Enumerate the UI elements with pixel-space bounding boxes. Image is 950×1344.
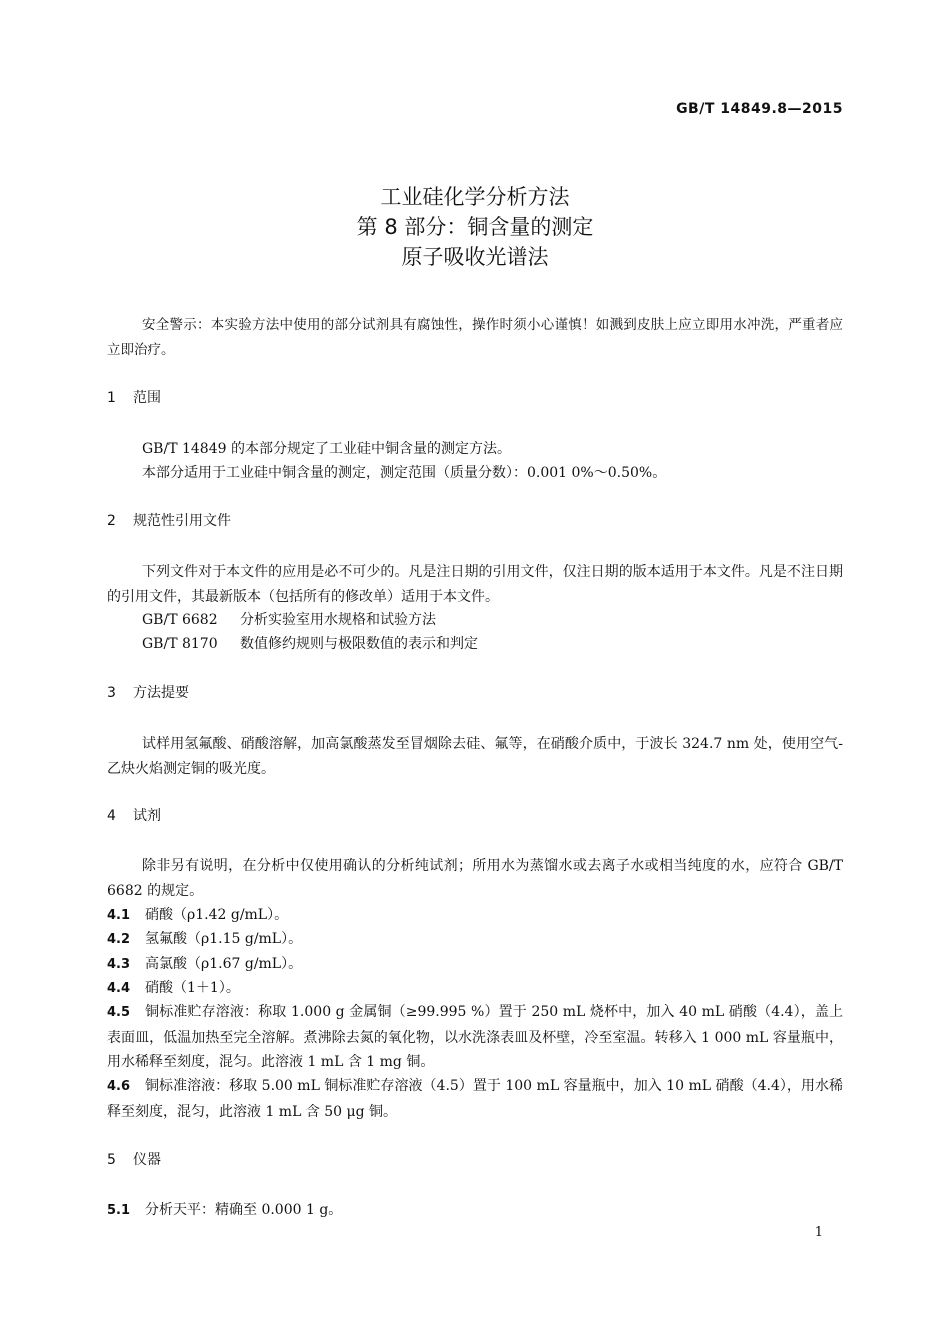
section-number: 2 [107, 513, 116, 529]
section-heading-1 [107, 388, 161, 408]
reagent-item [107, 952, 843, 978]
reference-code: GB/T 8170 [142, 636, 218, 652]
item-number: 4.6 [107, 1079, 131, 1094]
page-number: 1 [814, 1225, 823, 1240]
section-title: 试剂 [133, 808, 161, 824]
section-title: 规范性引用文件 [133, 513, 231, 529]
item-number: 4.4 [107, 981, 131, 996]
title-line-2: 第 8 部分：铜含量的测定 [356, 215, 594, 239]
title-line-1: 工业硅化学分析方法 [380, 185, 570, 209]
section-number: 4 [107, 808, 116, 824]
reference-code: GB/T 6682 [142, 612, 218, 628]
item-number: 5.1 [107, 1203, 131, 1218]
item-number: 4.3 [107, 957, 131, 972]
reference-title: 分析实验室用水规格和试验方法 [240, 612, 436, 628]
section-title: 范围 [133, 390, 161, 406]
section-title: 仪器 [133, 1152, 161, 1168]
apparatus-item [107, 1198, 843, 1224]
reference-item [142, 632, 478, 657]
section-heading-4 [107, 806, 161, 826]
section-heading-5 [107, 1150, 161, 1170]
section-number: 1 [107, 390, 116, 406]
title-line-3: 原子吸收光谱法 [401, 245, 549, 269]
method-paragraph: 试样用氢氟酸、硝酸溶解，加高氯酸蒸发至冒烟除去硅、氟等，在硝酸介质中，于波长 324.7 nm 处，使用空气-乙炔火焰测定铜的吸光度。 [107, 736, 843, 777]
section-number: 3 [107, 685, 116, 701]
item-text: 分析天平：精确至 0.000 1 g。 [145, 1202, 343, 1218]
reagent-item-4-6 [107, 1074, 843, 1124]
item-number: 4.5 [107, 1005, 131, 1020]
section-heading-3 [107, 683, 189, 703]
standard-code: GB/T 14849.8—2015 [676, 101, 843, 117]
reagent-item [107, 927, 843, 953]
reagent-item [107, 976, 843, 1002]
reagent-item [107, 903, 843, 929]
scope-paragraph-2: 本部分适用于工业硅中铜含量的测定，测定范围（质量分数）：0.001 0%～0.50%。 [142, 465, 667, 481]
item-number: 4.2 [107, 932, 131, 947]
reagent-item-4-5 [107, 1000, 843, 1075]
section-number: 5 [107, 1152, 116, 1168]
references-intro: 下列文件对于本文件的应用是必不可少的。凡是注日期的引用文件，仅注日期的版本适用于本文件。凡是不注日期的引用文件，其最新版本（包括所有的修改单）适用于本文件。 [107, 564, 843, 605]
reference-item [142, 608, 436, 633]
scope-paragraph-1: GB/T 14849 的本部分规定了工业硅中铜含量的测定方法。 [142, 441, 511, 457]
section-title: 方法提要 [133, 685, 189, 701]
reference-title: 数值修约规则与极限数值的表示和判定 [240, 636, 478, 652]
item-text: 硝酸（1＋1）。 [145, 980, 240, 996]
item-text: 铜标准贮存溶液：称取 1.000 g 金属铜（≥99.995 %）置于 250 mL 烧杯中，加入 40 mL 硝酸（4.4），盖上表面皿，低温加热至完全溶解。煮沸除去氮的氧化物，以水洗涤表皿及杯壁，冷至室温。转移入 1 000 mL 容量瓶中，用水稀释至刻度，混匀。此溶液 1 mL 含 1 mg 铜。 [107, 1004, 843, 1070]
item-text: 高氯酸（ρ1.67 g/mL）。 [145, 956, 303, 972]
safety-warning: 安全警示：本实验方法中使用的部分试剂具有腐蚀性，操作时须小心谨慎！如溅到皮肤上应立即用水冲洗，严重者应立即治疗。 [107, 317, 843, 358]
item-text: 硝酸（ρ1.42 g/mL）。 [145, 907, 289, 923]
reagents-intro: 除非另有说明，在分析中仅使用确认的分析纯试剂；所用水为蒸馏水或去离子水或相当纯度的水，应符合 GB/T 6682 的规定。 [107, 858, 843, 899]
item-number: 4.1 [107, 908, 131, 923]
item-text: 铜标准溶液：移取 5.00 mL 铜标准贮存溶液（4.5）置于 100 mL 容量瓶中，加入 10 mL 硝酸（4.4），用水稀释至刻度，混匀，此溶液 1 mL 含 50 μg 铜。 [107, 1078, 843, 1120]
item-text: 氢氟酸（ρ1.15 g/mL）。 [145, 931, 303, 947]
section-heading-2 [107, 511, 231, 531]
